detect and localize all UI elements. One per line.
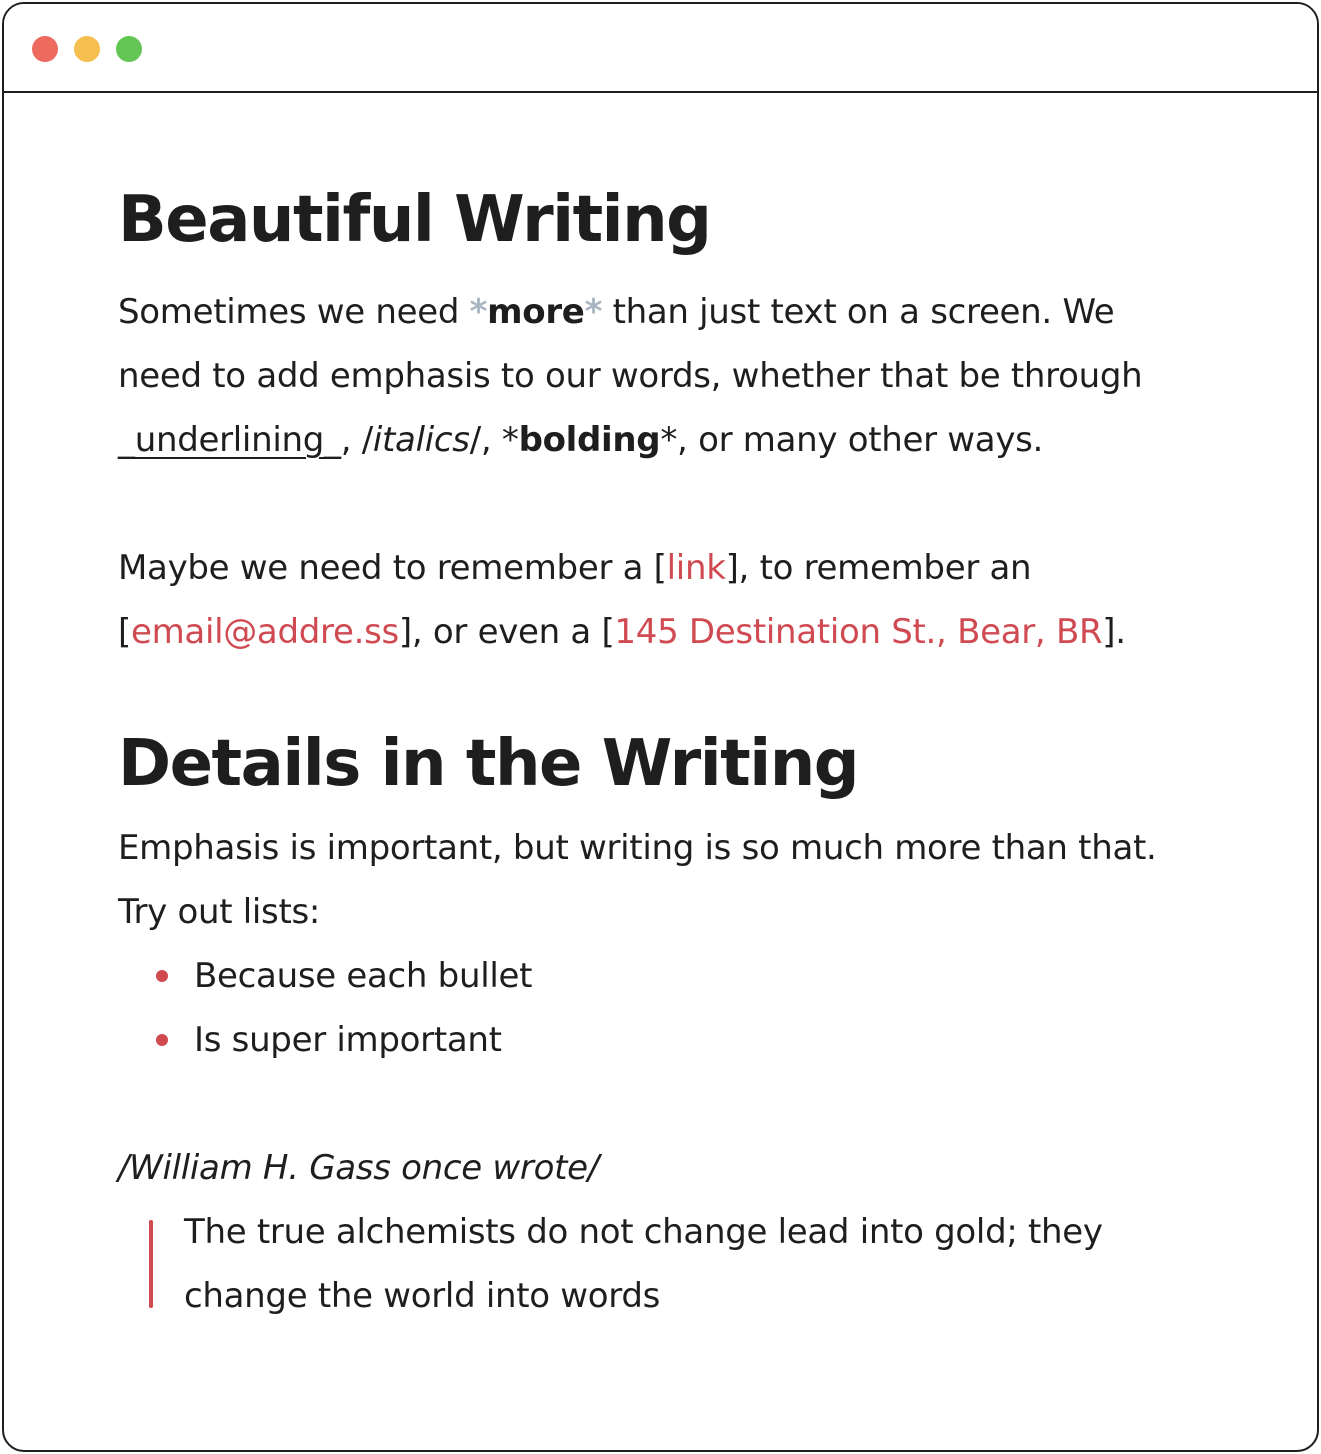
bold-marker: * [584,292,603,332]
quote-text: The true alchemists do not change lead into gold; they change the world into words [184,1212,1103,1316]
quote-attribution: /William H. Gass once wrote/ [118,1148,599,1188]
list-item [118,1008,1198,1072]
paragraph-links [118,536,1198,664]
text-run: Maybe we need to remember a [ [118,548,667,588]
zoom-window-button[interactable] [116,36,142,62]
text-run: than just text on a screen. We need to add emphasis to our words, whether that be through [118,292,1143,396]
text-run: ]. [1102,612,1126,652]
paragraph-lists-intro: Emphasis is important, but writing is so much more than that. Try out lists: [118,828,1157,932]
heading-details-in-the-writing: Details in the Writing [118,727,859,801]
list-item-text: Because each bullet [194,956,533,996]
text-run: Sometimes we need [118,292,470,332]
underline-marker: _ [324,420,341,460]
underlined-text: underlining [134,420,324,460]
underline-marker: _ [118,420,135,460]
heading-beautiful-writing: Beautiful Writing [118,183,711,257]
quote-bar [149,1220,153,1308]
bullet-icon [156,1034,168,1046]
paragraph-emphasis [118,280,1198,472]
text-run: , / [340,420,373,460]
text-run: ], to remember an [ [118,548,1032,652]
list-item [118,944,1198,1008]
title-bar [4,4,1317,93]
close-window-button[interactable] [32,36,58,62]
bold-text-bolding: bolding [518,420,661,460]
blockquote [118,1200,1198,1328]
bold-text-more: more [487,292,585,332]
email-link[interactable]: email@addre.ss [130,612,399,652]
bullet-list [118,944,1198,1072]
italic-text: italics [372,420,470,460]
minimize-window-button[interactable] [74,36,100,62]
app-window [2,2,1319,1452]
text-run: /, * [469,420,519,460]
list-item-text: Is super important [194,1020,502,1060]
bold-marker: * [469,292,488,332]
address-link[interactable]: 145 Destination St., Bear, BR [614,612,1103,652]
bullet-icon [156,970,168,982]
link[interactable]: link [666,548,726,588]
document-editor[interactable] [118,164,1198,1328]
text-run: *, or many other ways. [660,420,1044,460]
text-run: ], or even a [ [398,612,615,652]
